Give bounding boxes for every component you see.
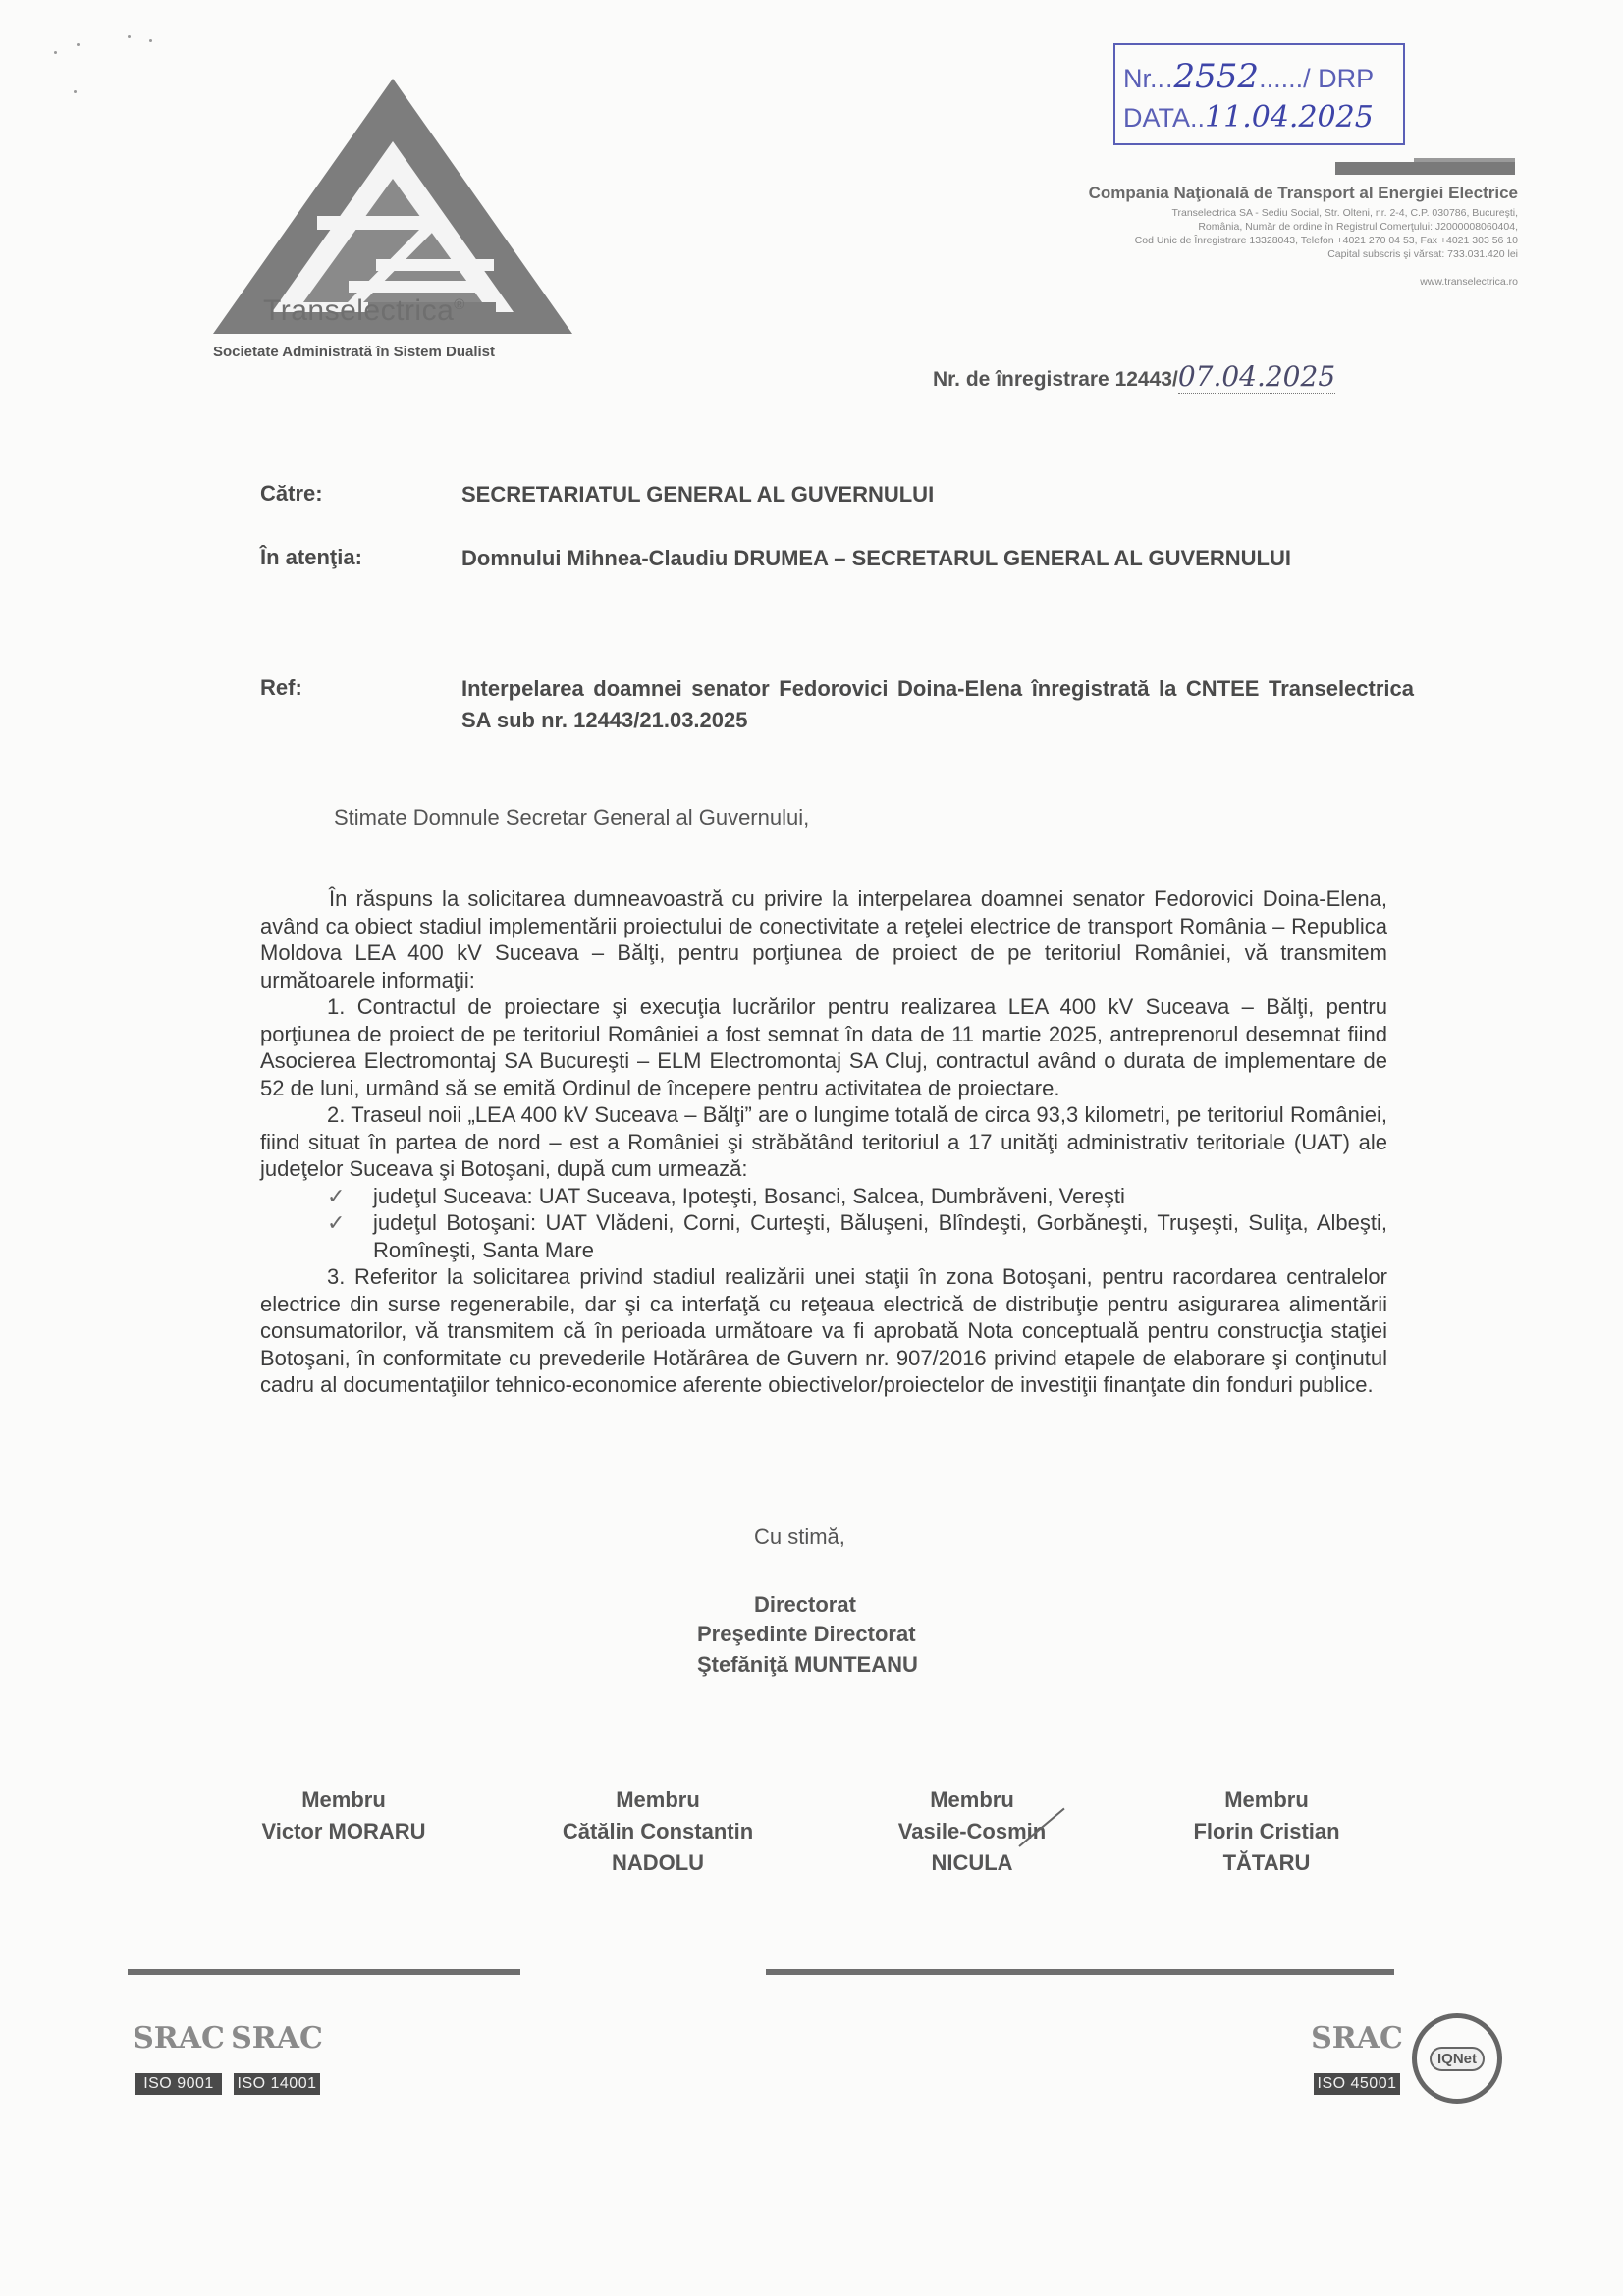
member-signature-block <box>530 1785 785 1879</box>
directorate-president-role: Preşedinte Directorat <box>697 1622 916 1646</box>
srac-logo-icon: SRAC <box>231 2020 323 2056</box>
body-item-3: 3. Referitor la solicitarea privind stadiul realizării unei staţii în zona Botoşani, pentru racordarea centralelor electrice din surse regenerabile, dar şi ca interfaţă cu reţeaua electrică de distribuţie pentru asigurarea alimentării consumatorilor, vă transmitem că în perioada următoare va fi aprobată Nota conceptuală pentru construcţia staţiei Botoşani, în conformitate cu prevederile Hotărârea de Guvern nr. 907/2016 privind etapele de elaborare şi conţinutul cadru al documentaţiilor tehnico-economice aferente obiectivelor/proiectelor de investiţii finanţate din fonduri publice. <box>260 1264 1387 1397</box>
member-name-line2: NICULA <box>931 1850 1013 1875</box>
stamp-date-row: DATA..11.04.2025 <box>1123 100 1374 134</box>
body-subitem-suceava <box>260 1183 1387 1210</box>
footer-rule-left <box>128 1969 520 1975</box>
member-name-line2: TĂTARU <box>1222 1850 1311 1875</box>
member-name: Victor MORARU <box>261 1819 426 1843</box>
member-name: Vasile-Cosmin <box>897 1819 1047 1843</box>
certification-label: ISO 14001 <box>234 2073 320 2095</box>
company-website: www.transelectrica.ro <box>1420 276 1518 288</box>
attention-label: În atenţia: <box>260 545 362 569</box>
to-value: SECRETARIATUL GENERAL AL GUVERNULUI <box>461 482 935 507</box>
salutation: Stimate Domnule Secretar General al Guvernului, <box>334 805 810 829</box>
stamp-nr-suffix: / DRP <box>1303 64 1375 93</box>
registration-stamp <box>1113 43 1405 145</box>
company-details-line: România, Număr de ordine în Registrul Comerţului: J2000008060404, <box>1198 221 1518 233</box>
srac-iso-14001-badge <box>231 2002 323 2109</box>
registration-number <box>933 360 1335 393</box>
member-signature-block <box>854 1785 1090 1879</box>
company-details <box>1051 206 1518 261</box>
closing-greeting: Cu stimă, <box>754 1524 845 1549</box>
srac-logo-icon: SRAC <box>133 2020 225 2056</box>
logo-name-text: Transelectrica <box>263 294 455 327</box>
body-item-2: 2. Traseul noii „LEA 400 kV Suceava – Bălţi” are o lungime totală de circa 93,3 kilometri, pe teritoriul României, fiind situat în partea de nord – est a României şi străbătând teritoriul a 17 unităţi administrativ teritoriale (UAT) ale judeţelor Suceava şi Botoşani, după cum urmează: <box>260 1102 1387 1181</box>
ref-label: Ref: <box>260 675 302 700</box>
registration-date: 07.04.2025 <box>1177 360 1336 393</box>
stamp-nr-value: 2552 <box>1173 57 1260 96</box>
company-details-line: Cod Unic de Înregistrare 13328043, Telefon +4021 270 04 53, Fax +4021 303 56 10 <box>1134 235 1518 246</box>
scan-speck <box>54 51 57 54</box>
registration-label: Nr. de înregistrare 12443/ <box>933 368 1178 391</box>
body-intro: În răspuns la solicitarea dumneavoastră cu privire la interpelarea doamnei senator Fedorovici Doina-Elena, având ca obiect stadiul implementării proiectului de conectivitate a reţelei electrice de transport România – Republica Moldova LEA 400 kV Suceava – Bălţi, pentru porţiunea de proiect de pe teritoriul României, vă transmitem următoarele informaţii: <box>260 886 1387 992</box>
checkmark-icon: ✓ <box>327 1210 346 1235</box>
body-item-1: 1. Contractul de proiectare şi execuţia lucrărilor pentru realizarea LEA 400 kV Suceava – Bălţi, pentru porţiunea de proiect de pe teritoriul României a fost semnat în data de 11 martie 2025, antreprenorul desemnat fiind Asocierea Electromontaj SA Bucureşti – ELM Electromontaj SA Cluj, contractul având o durata de implementare de 52 de luni, urmând să se emită Ordinul de începere pentru activitatea de proiectare. <box>260 994 1387 1100</box>
scan-speck <box>149 39 152 42</box>
stamp-date-value: 11.04.2025 <box>1205 100 1374 134</box>
subitem-text: judeţul Botoşani: UAT Vlădeni, Corni, Curteşti, Băluşeni, Blîndeşti, Gorbăneşti, Truşeşti, Suliţa, Albeşti, Romîneşti, Santa Mare <box>373 1210 1387 1262</box>
to-label: Către: <box>260 481 323 506</box>
letter-body <box>260 885 1387 1399</box>
company-name: Compania Naţională de Transport al Energiei Electrice <box>1088 184 1518 202</box>
member-name: Florin Cristian <box>1193 1819 1340 1843</box>
ref-value: Interpelarea doamnei senator Fedorovici Doina-Elena înregistrată la CNTEE Transelectrica SA sub nr. 12443/21.03.2025 <box>461 676 1414 732</box>
logo-subtitle: Societate Administrată în Sistem Dualist <box>213 344 496 360</box>
header-bar <box>1335 162 1515 175</box>
logo-name <box>263 294 465 328</box>
stamp-nr-label: Nr. <box>1123 64 1158 93</box>
directorate-title: Directorat <box>754 1592 856 1617</box>
member-label: Membru <box>930 1788 1014 1812</box>
member-label: Membru <box>301 1788 386 1812</box>
member-signature-block <box>226 1785 461 1847</box>
checkmark-icon: ✓ <box>327 1183 346 1208</box>
iqnet-logo-text: IQNet <box>1430 2047 1485 2071</box>
srac-logo-icon: SRAC <box>1311 2020 1403 2056</box>
srac-iso-9001-badge <box>133 2002 225 2109</box>
iqnet-badge <box>1412 2013 1502 2104</box>
scan-speck <box>77 43 80 46</box>
body-subitem-botosani <box>260 1209 1387 1263</box>
member-label: Membru <box>616 1788 700 1812</box>
subitem-text: judeţul Suceava: UAT Suceava, Ipoteşti, Bosanci, Salcea, Dumbrăveni, Vereşti <box>373 1183 1125 1208</box>
directorate-president-name: Ştefăniţă MUNTEANU <box>697 1652 918 1677</box>
stamp-date-label: DATA <box>1123 103 1191 133</box>
footer-rule-right <box>766 1969 1394 1975</box>
member-name: Cătălin Constantin <box>562 1819 754 1843</box>
member-label: Membru <box>1224 1788 1309 1812</box>
srac-iso-45001-badge <box>1311 2002 1403 2109</box>
stamp-nr-row: Nr...2552....../ DRP <box>1123 57 1375 96</box>
company-details-line: Transelectrica SA - Sediu Social, Str. Olteni, nr. 2-4, C.P. 030786, Bucureşti, <box>1171 207 1518 219</box>
scan-speck <box>128 35 131 38</box>
attention-value: Domnului Mihnea-Claudiu DRUMEA – SECRETARUL GENERAL AL GUVERNULUI <box>461 546 1291 570</box>
company-details-line: Capital subscris şi vărsat: 733.031.420 lei <box>1327 248 1518 260</box>
certification-label: ISO 9001 <box>135 2073 222 2095</box>
member-name-line2: NADOLU <box>611 1850 705 1875</box>
certification-label: ISO 45001 <box>1314 2073 1400 2095</box>
registered-mark: ® <box>454 296 465 313</box>
scan-speck <box>74 90 77 93</box>
member-signature-block <box>1139 1785 1394 1879</box>
